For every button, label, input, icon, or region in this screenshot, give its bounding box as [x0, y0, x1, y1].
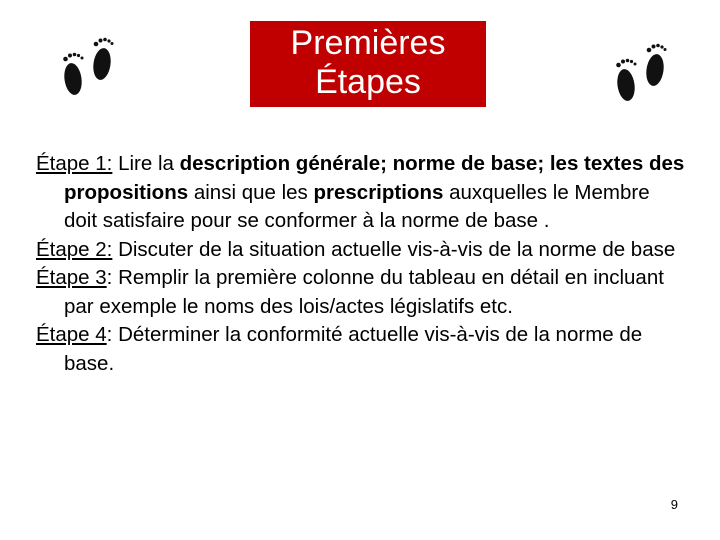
step-text-bold: description générale; norme de base; les textes des propositions: [64, 152, 685, 204]
title-line-1: Premières: [290, 24, 446, 62]
step-text: auxquelles le Membre doit satisfaire pour se conformer à la norme de base .: [64, 180, 650, 232]
page-number: 9: [670, 497, 678, 512]
step-text: : Déterminer la conformité actuelle vis-à-vis de la norme de base.: [64, 323, 643, 375]
footprints-icon: [608, 40, 686, 106]
step-label: Étape 2:: [36, 237, 113, 261]
step-text: ainsi que les: [188, 180, 314, 204]
step-text-bold: prescriptions: [313, 180, 444, 204]
title-line-2: Étapes: [315, 63, 421, 101]
step-label: Étape 3: [36, 266, 107, 289]
step-text: Lire la: [112, 152, 180, 175]
step-label: Étape 1:: [36, 152, 113, 175]
step-2: [36, 236, 686, 265]
title-box: [250, 21, 486, 107]
step-text: Discuter de la situation actuelle vis-à-vis de la norme de base: [112, 237, 676, 261]
step-4: [36, 321, 686, 378]
footprints-icon: [55, 34, 133, 100]
steps-content: [36, 150, 686, 378]
step-1: [36, 150, 686, 236]
step-text: : Remplir la première colonne du tableau en détail en incluant par exemple le noms des lois/actes législatifs etc.: [64, 266, 664, 318]
step-label: Étape 4: [36, 323, 107, 346]
step-3: [36, 264, 686, 321]
